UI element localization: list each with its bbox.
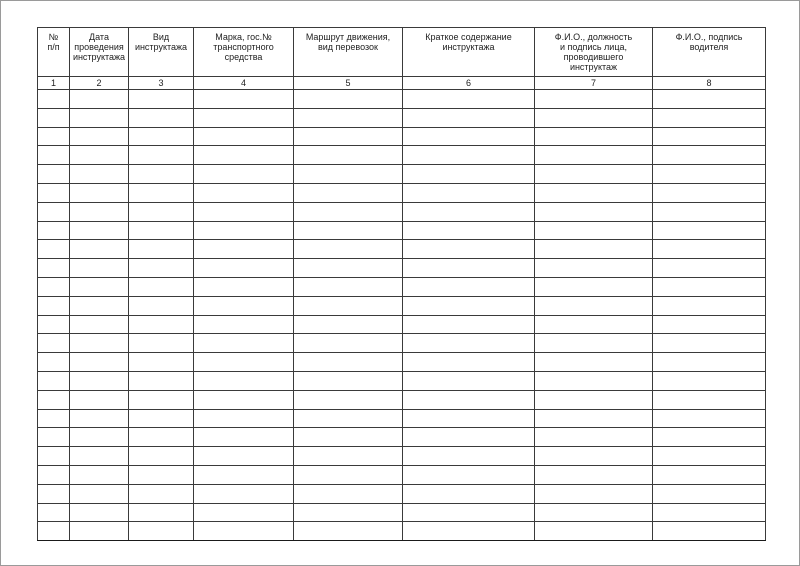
table-cell[interactable]: [535, 108, 653, 127]
table-cell[interactable]: [38, 165, 70, 184]
table-cell[interactable]: [403, 202, 535, 221]
table-cell[interactable]: [653, 390, 766, 409]
table-cell[interactable]: [38, 296, 70, 315]
table-cell[interactable]: [294, 127, 403, 146]
table-cell[interactable]: [403, 183, 535, 202]
table-row: [38, 447, 766, 466]
table-cell[interactable]: [38, 221, 70, 240]
table-cell[interactable]: [403, 108, 535, 127]
table-cell[interactable]: [70, 447, 129, 466]
table-cell[interactable]: [70, 522, 129, 541]
table-cell[interactable]: [70, 277, 129, 296]
table-cell[interactable]: [70, 221, 129, 240]
table-cell[interactable]: [70, 108, 129, 127]
table-cell[interactable]: [403, 165, 535, 184]
table-cell[interactable]: [535, 202, 653, 221]
table-cell[interactable]: [294, 202, 403, 221]
table-cell[interactable]: [38, 465, 70, 484]
table-cell[interactable]: [294, 409, 403, 428]
table-cell[interactable]: [194, 165, 294, 184]
table-row: [38, 296, 766, 315]
table-row: [38, 165, 766, 184]
table-cell[interactable]: [535, 183, 653, 202]
table-cell[interactable]: [70, 409, 129, 428]
table-cell[interactable]: [653, 296, 766, 315]
table-row: [38, 409, 766, 428]
table-cell[interactable]: [70, 146, 129, 165]
table-cell[interactable]: [129, 522, 194, 541]
header-cell-driver: Ф.И.О., подпись водителя: [653, 28, 766, 77]
table-cell[interactable]: [129, 108, 194, 127]
table-cell[interactable]: [535, 390, 653, 409]
table-cell[interactable]: [38, 522, 70, 541]
instruction-log-table: [37, 27, 766, 541]
header-cell-vehicle: Марка, гос.№ транспортного средства: [194, 28, 294, 77]
header-cell-number: № п/п: [38, 28, 70, 77]
table-cell[interactable]: [129, 353, 194, 372]
table-cell[interactable]: [194, 277, 294, 296]
table-cell[interactable]: [129, 165, 194, 184]
table-cell[interactable]: [129, 484, 194, 503]
table-cell[interactable]: [653, 353, 766, 372]
table-cell[interactable]: [194, 428, 294, 447]
column-number: 6: [403, 77, 535, 90]
table-cell[interactable]: [70, 371, 129, 390]
table-cell[interactable]: [38, 503, 70, 522]
table-cell[interactable]: [653, 447, 766, 466]
table-cell[interactable]: [294, 277, 403, 296]
table-cell[interactable]: [294, 447, 403, 466]
table-cell[interactable]: [129, 315, 194, 334]
table-cell[interactable]: [129, 503, 194, 522]
table-cell[interactable]: [70, 334, 129, 353]
table-cell[interactable]: [70, 90, 129, 109]
table-cell[interactable]: [194, 296, 294, 315]
table-cell[interactable]: [403, 522, 535, 541]
table-cell[interactable]: [535, 334, 653, 353]
table-cell[interactable]: [194, 371, 294, 390]
table-cell[interactable]: [294, 296, 403, 315]
table-cell[interactable]: [38, 428, 70, 447]
table-cell[interactable]: [70, 315, 129, 334]
table-row: [38, 127, 766, 146]
table-cell[interactable]: [194, 447, 294, 466]
column-number: 3: [129, 77, 194, 90]
column-number: 2: [70, 77, 129, 90]
table-cell[interactable]: [535, 127, 653, 146]
table-cell[interactable]: [294, 183, 403, 202]
table-body: [38, 90, 766, 541]
column-number: 1: [38, 77, 70, 90]
table-row: [38, 484, 766, 503]
table-cell[interactable]: [403, 465, 535, 484]
table-cell[interactable]: [70, 353, 129, 372]
table-cell[interactable]: [653, 409, 766, 428]
header-cell-summary: Краткое содержание инструктажа: [403, 28, 535, 77]
table-cell[interactable]: [653, 315, 766, 334]
table-row: [38, 221, 766, 240]
table-cell[interactable]: [38, 277, 70, 296]
table-cell[interactable]: [38, 146, 70, 165]
table-cell[interactable]: [535, 447, 653, 466]
table-cell[interactable]: [535, 259, 653, 278]
table-cell[interactable]: [535, 428, 653, 447]
table-cell[interactable]: [294, 371, 403, 390]
table-cell[interactable]: [129, 183, 194, 202]
table-cell[interactable]: [535, 146, 653, 165]
table-cell[interactable]: [129, 202, 194, 221]
table-cell[interactable]: [653, 165, 766, 184]
table-cell[interactable]: [129, 465, 194, 484]
table-cell[interactable]: [403, 296, 535, 315]
table-cell[interactable]: [294, 465, 403, 484]
table-cell[interactable]: [38, 447, 70, 466]
table-cell[interactable]: [194, 484, 294, 503]
table-cell[interactable]: [38, 183, 70, 202]
table-cell[interactable]: [653, 240, 766, 259]
table-cell[interactable]: [653, 428, 766, 447]
table-cell[interactable]: [535, 409, 653, 428]
table-cell[interactable]: [294, 165, 403, 184]
table-cell[interactable]: [194, 240, 294, 259]
table-cell[interactable]: [653, 371, 766, 390]
table-cell[interactable]: [38, 240, 70, 259]
table-cell[interactable]: [38, 315, 70, 334]
table-cell[interactable]: [294, 146, 403, 165]
table-cell[interactable]: [194, 202, 294, 221]
table-cell[interactable]: [38, 484, 70, 503]
table-cell[interactable]: [70, 127, 129, 146]
table-cell[interactable]: [129, 390, 194, 409]
table-cell[interactable]: [653, 522, 766, 541]
table-cell[interactable]: [194, 146, 294, 165]
table-row: [38, 146, 766, 165]
table-row: [38, 277, 766, 296]
table-row: [38, 259, 766, 278]
table-cell[interactable]: [38, 334, 70, 353]
table-cell[interactable]: [70, 240, 129, 259]
header-row: [38, 28, 766, 77]
table-cell[interactable]: [653, 277, 766, 296]
table-cell[interactable]: [129, 146, 194, 165]
table-cell[interactable]: [653, 465, 766, 484]
table-row: [38, 183, 766, 202]
table-row: [38, 315, 766, 334]
table-cell[interactable]: [294, 240, 403, 259]
table-cell[interactable]: [653, 127, 766, 146]
table-cell[interactable]: [403, 127, 535, 146]
table-cell[interactable]: [653, 90, 766, 109]
table-cell[interactable]: [653, 334, 766, 353]
table-cell[interactable]: [38, 259, 70, 278]
table-cell[interactable]: [129, 259, 194, 278]
table-row: [38, 90, 766, 109]
table-cell[interactable]: [403, 484, 535, 503]
table-cell[interactable]: [38, 202, 70, 221]
table-cell[interactable]: [294, 108, 403, 127]
table-row: [38, 428, 766, 447]
table-cell[interactable]: [403, 503, 535, 522]
table-cell[interactable]: [129, 127, 194, 146]
table-row: [38, 108, 766, 127]
table-cell[interactable]: [38, 353, 70, 372]
table-cell[interactable]: [194, 221, 294, 240]
table-cell[interactable]: [294, 90, 403, 109]
table-cell[interactable]: [403, 428, 535, 447]
table-cell[interactable]: [653, 503, 766, 522]
table-cell[interactable]: [403, 259, 535, 278]
table-cell[interactable]: [70, 296, 129, 315]
table-cell[interactable]: [294, 522, 403, 541]
column-number: 5: [294, 77, 403, 90]
table-cell[interactable]: [403, 277, 535, 296]
table-cell[interactable]: [194, 390, 294, 409]
table-cell[interactable]: [294, 353, 403, 372]
table-cell[interactable]: [70, 503, 129, 522]
table-cell[interactable]: [535, 221, 653, 240]
table-cell[interactable]: [194, 315, 294, 334]
table-cell[interactable]: [70, 202, 129, 221]
table-cell[interactable]: [535, 315, 653, 334]
table-cell[interactable]: [403, 334, 535, 353]
table-cell[interactable]: [129, 409, 194, 428]
column-number: 8: [653, 77, 766, 90]
table-cell[interactable]: [194, 465, 294, 484]
table-cell[interactable]: [194, 90, 294, 109]
table-cell[interactable]: [194, 183, 294, 202]
table-cell[interactable]: [653, 183, 766, 202]
table-cell[interactable]: [403, 371, 535, 390]
table-cell[interactable]: [129, 240, 194, 259]
table-cell[interactable]: [653, 202, 766, 221]
table-row: [38, 465, 766, 484]
table-cell[interactable]: [38, 371, 70, 390]
table-cell[interactable]: [194, 503, 294, 522]
table-cell[interactable]: [294, 315, 403, 334]
table-cell[interactable]: [403, 390, 535, 409]
table-cell[interactable]: [38, 409, 70, 428]
table-cell[interactable]: [194, 409, 294, 428]
table-cell[interactable]: [535, 296, 653, 315]
table-cell[interactable]: [403, 90, 535, 109]
column-number-row: [38, 77, 766, 90]
table-cell[interactable]: [294, 259, 403, 278]
table-cell[interactable]: [194, 259, 294, 278]
table-row: [38, 240, 766, 259]
header-cell-date: Дата проведения инструктажа: [70, 28, 129, 77]
table-cell[interactable]: [535, 90, 653, 109]
table-cell[interactable]: [294, 428, 403, 447]
column-number: 7: [535, 77, 653, 90]
table-cell[interactable]: [194, 108, 294, 127]
table-cell[interactable]: [129, 296, 194, 315]
table-cell[interactable]: [294, 334, 403, 353]
table-cell[interactable]: [535, 371, 653, 390]
table-row: [38, 522, 766, 541]
table-cell[interactable]: [129, 447, 194, 466]
table-cell[interactable]: [535, 465, 653, 484]
table-cell[interactable]: [403, 447, 535, 466]
table-cell[interactable]: [38, 390, 70, 409]
table-cell[interactable]: [38, 90, 70, 109]
table-cell[interactable]: [535, 277, 653, 296]
table-cell[interactable]: [194, 353, 294, 372]
table-cell[interactable]: [403, 146, 535, 165]
table-cell[interactable]: [38, 127, 70, 146]
table-cell[interactable]: [535, 522, 653, 541]
header-cell-type: Вид инструктажа: [129, 28, 194, 77]
header-cell-instructor: Ф.И.О., должность и подпись лица, проводившего инструктаж: [535, 28, 653, 77]
table-cell[interactable]: [70, 259, 129, 278]
table-cell[interactable]: [653, 221, 766, 240]
table-cell[interactable]: [653, 146, 766, 165]
table-row: [38, 371, 766, 390]
table-cell[interactable]: [70, 390, 129, 409]
table-cell[interactable]: [653, 108, 766, 127]
table-cell[interactable]: [403, 315, 535, 334]
table-cell[interactable]: [294, 503, 403, 522]
table-cell[interactable]: [535, 484, 653, 503]
table-cell[interactable]: [70, 165, 129, 184]
table-cell[interactable]: [294, 484, 403, 503]
table-cell[interactable]: [535, 353, 653, 372]
table-cell[interactable]: [653, 484, 766, 503]
table-row: [38, 353, 766, 372]
table-cell[interactable]: [70, 465, 129, 484]
table-cell[interactable]: [535, 240, 653, 259]
table-cell[interactable]: [653, 259, 766, 278]
table-cell[interactable]: [294, 390, 403, 409]
table-row: [38, 202, 766, 221]
table-cell[interactable]: [70, 183, 129, 202]
table-cell[interactable]: [403, 409, 535, 428]
table-cell[interactable]: [194, 334, 294, 353]
table-cell[interactable]: [129, 90, 194, 109]
table-cell[interactable]: [403, 353, 535, 372]
table-row: [38, 390, 766, 409]
table-row: [38, 334, 766, 353]
table-cell[interactable]: [294, 221, 403, 240]
header-cell-route: Маршрут движения, вид перевозок: [294, 28, 403, 77]
table-cell[interactable]: [194, 522, 294, 541]
table-cell[interactable]: [194, 127, 294, 146]
table-row: [38, 503, 766, 522]
table-cell[interactable]: [70, 484, 129, 503]
table-cell[interactable]: [129, 371, 194, 390]
table-cell[interactable]: [403, 221, 535, 240]
column-number: 4: [194, 77, 294, 90]
table-cell[interactable]: [38, 108, 70, 127]
table-cell[interactable]: [535, 165, 653, 184]
table-cell[interactable]: [129, 221, 194, 240]
table-cell[interactable]: [129, 277, 194, 296]
table-cell[interactable]: [535, 503, 653, 522]
table-cell[interactable]: [129, 334, 194, 353]
table-cell[interactable]: [129, 428, 194, 447]
table-cell[interactable]: [70, 428, 129, 447]
table-cell[interactable]: [403, 240, 535, 259]
